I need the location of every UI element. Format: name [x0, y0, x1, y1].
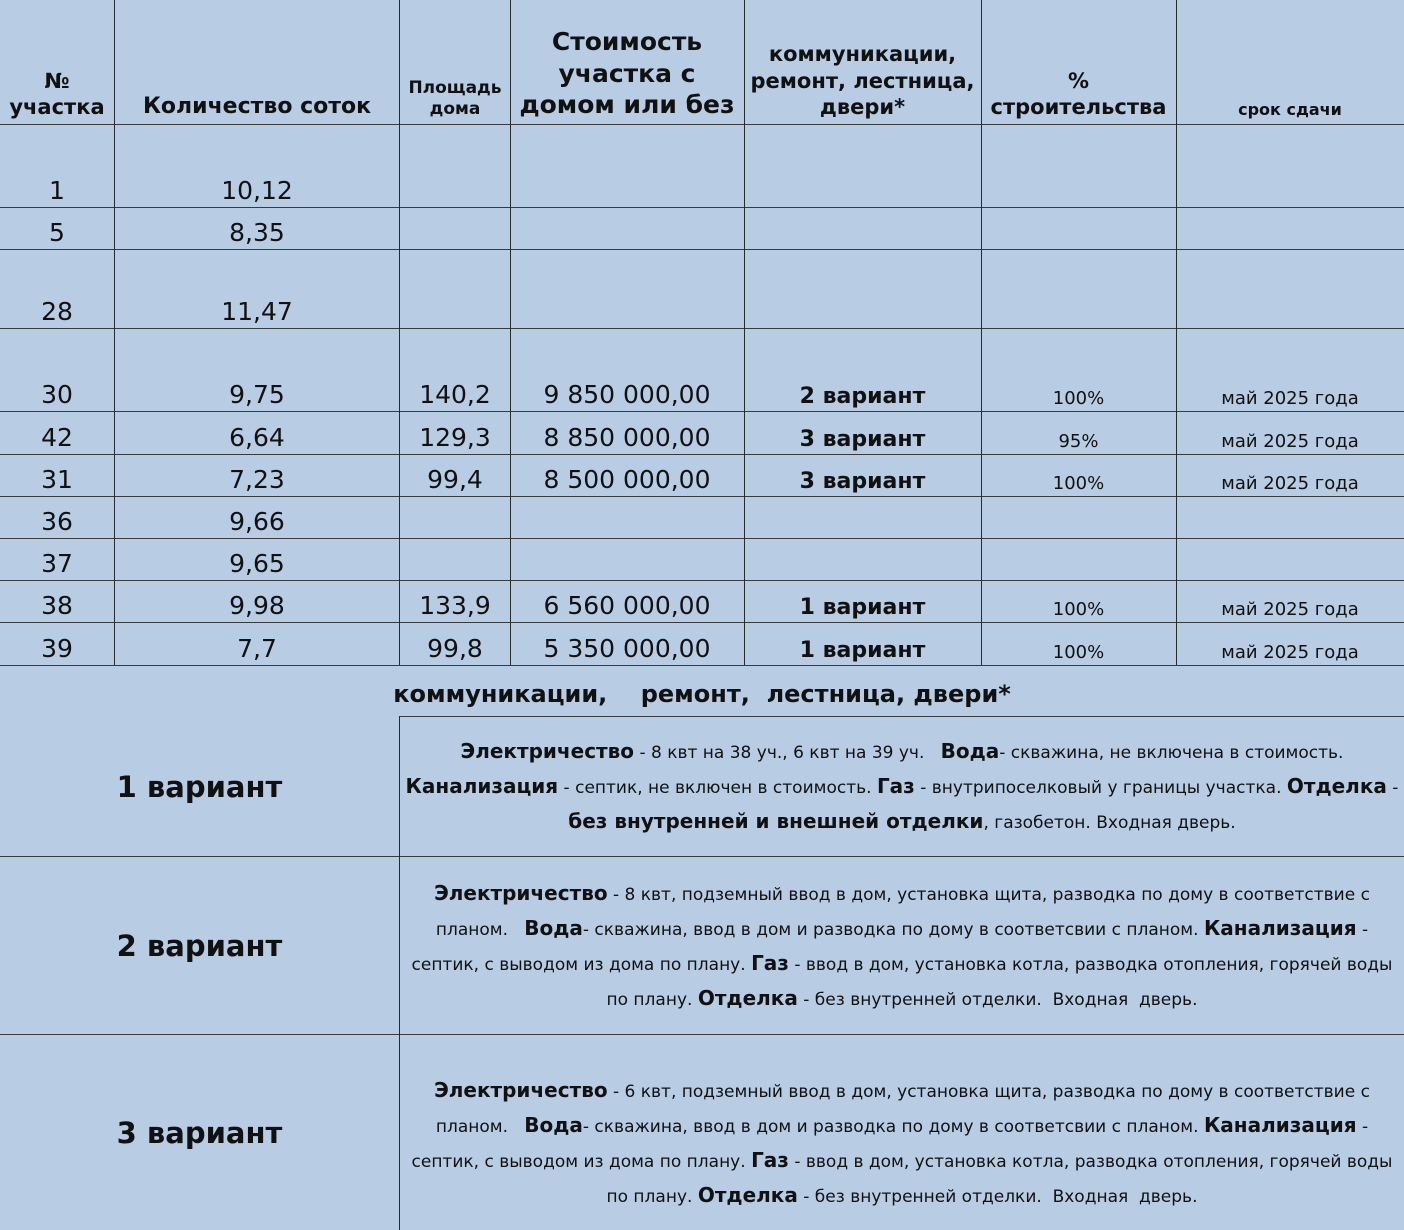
cell-sotok: 8,35 — [229, 218, 285, 247]
row-divider — [0, 207, 1404, 208]
cell-price: 6 560 000,00 — [543, 591, 711, 620]
variant-term: Электричество — [460, 739, 635, 763]
cell-price — [510, 208, 744, 249]
variant-term: Газ — [751, 950, 789, 975]
cell-pct — [981, 250, 1176, 328]
column-divider — [399, 0, 400, 665]
variant-term: Вода — [524, 915, 583, 940]
cell-deadline: май 2025 года — [1221, 642, 1359, 663]
variant-term-details: , газобетон. Входная дверь. — [983, 813, 1236, 833]
cell-plot: 38 — [41, 591, 73, 620]
cell-deadline: май 2025 года — [1221, 599, 1359, 620]
cell-deadline: май 2025 года — [1221, 431, 1359, 452]
row-divider — [0, 622, 1404, 623]
variant-term-details: - 8 квт, подземный ввод в дом, установка щита, разводка по дому в соответствие с планом. — [435, 884, 1376, 940]
row-divider — [0, 665, 1404, 666]
header-price: Стоимость участка с домом или без — [519, 27, 735, 119]
variant-description-text — [404, 1073, 1400, 1213]
variant-term: Канализация — [1203, 1112, 1357, 1137]
cell-comms — [744, 250, 981, 328]
cell-pct: 100% — [1052, 642, 1105, 663]
cell-house: 129,3 — [419, 423, 491, 452]
cell-sotok: 7,7 — [237, 634, 277, 663]
column-divider — [510, 0, 511, 665]
variants-section-title: коммуникации, ремонт, лестница, двери* — [393, 680, 1011, 708]
variant-term: Электричество — [434, 880, 608, 905]
cell-price — [510, 539, 744, 580]
column-divider — [114, 0, 115, 665]
column-divider — [1176, 0, 1177, 665]
cell-house — [400, 539, 510, 580]
cell-comms: 2 вариант — [799, 384, 926, 409]
cell-house — [400, 125, 510, 207]
variant-term: без внутренней и внешней отделки — [568, 809, 984, 833]
cell-sotok: 9,98 — [229, 591, 285, 620]
cell-deadline: май 2025 года — [1221, 388, 1359, 409]
cell-pct — [981, 539, 1176, 580]
cell-plot: 28 — [41, 297, 73, 326]
cell-deadline — [1176, 539, 1404, 580]
cell-plot: 30 — [41, 380, 73, 409]
cell-price: 8 500 000,00 — [543, 465, 711, 494]
cell-price: 5 350 000,00 — [543, 634, 711, 663]
cell-plot: 42 — [41, 423, 73, 452]
cell-comms: 3 вариант — [799, 427, 926, 452]
row-divider — [0, 538, 1404, 539]
row-divider — [0, 496, 1404, 497]
cell-sotok: 7,23 — [229, 465, 285, 494]
variant-term-details: - септик, с выводом из дома по плану. — [411, 919, 1374, 975]
cell-sotok: 11,47 — [221, 297, 293, 326]
cell-price — [510, 497, 744, 538]
cell-house — [400, 208, 510, 249]
cell-comms — [744, 497, 981, 538]
cell-price: 9 850 000,00 — [543, 380, 711, 409]
variant-term-details: - ввод в дом, установка котла, разводка отопления, горячей воды по плану. — [606, 1151, 1398, 1207]
cell-house — [400, 250, 510, 328]
cell-plot: 1 — [49, 176, 65, 205]
row-divider — [0, 124, 1404, 125]
variant-description-text — [404, 876, 1400, 1016]
row-divider — [0, 328, 1404, 329]
cell-house: 99,8 — [427, 634, 483, 663]
cell-pct — [981, 497, 1176, 538]
cell-plot: 36 — [41, 507, 73, 536]
cell-comms: 1 вариант — [799, 595, 926, 620]
variant-label: 3 вариант — [116, 1115, 283, 1150]
cell-plot: 31 — [41, 465, 73, 494]
cell-sotok: 10,12 — [221, 176, 293, 205]
variant-description — [400, 1055, 1404, 1230]
cell-sotok: 6,64 — [229, 423, 285, 452]
variant-label: 1 вариант — [116, 769, 283, 804]
cell-sotok: 9,75 — [229, 380, 285, 409]
header-deadline: срок сдачи — [1238, 100, 1342, 119]
row-divider — [0, 454, 1404, 455]
variant-term-details: - 8 квт на 38 уч., 6 квт на 39 уч. — [634, 743, 941, 763]
cell-pct: 95% — [1058, 431, 1099, 452]
variant-term: Отделка — [697, 1182, 798, 1207]
header-house-area: Площадь дома — [408, 77, 502, 119]
column-divider — [744, 0, 745, 665]
cell-sotok: 9,65 — [229, 549, 285, 578]
cell-plot: 5 — [49, 218, 65, 247]
cell-price: 8 850 000,00 — [543, 423, 711, 452]
cell-pct: 100% — [1052, 388, 1105, 409]
variant-description-text — [404, 734, 1404, 839]
column-divider — [981, 0, 982, 665]
cell-house — [400, 497, 510, 538]
cell-house: 99,4 — [427, 465, 483, 494]
variant-term-details: - ввод в дом, установка котла, разводка отопления, горячей воды по плану. — [606, 954, 1398, 1010]
variant-term: Вода — [940, 739, 1000, 763]
variant-description — [400, 717, 1404, 856]
header-area-sotok: Количество соток — [142, 93, 372, 119]
variant-term-details: - без внутренней отделки. Входная дверь. — [797, 989, 1198, 1010]
variant-term-details: - скважина, не включена в стоимость. — [999, 743, 1349, 763]
header-build-pct: % строительства — [990, 68, 1167, 119]
header-comms: коммуникации, ремонт, лестница, двери* — [750, 42, 975, 119]
variant-term: Электричество — [434, 1077, 608, 1102]
cell-sotok: 9,66 — [229, 507, 285, 536]
cell-comms — [744, 539, 981, 580]
cell-comms — [744, 208, 981, 249]
variant-term-details: - скважина, ввод в дом и разводка по дому в соответсвии с планом. — [582, 1116, 1204, 1137]
cell-house: 133,9 — [419, 591, 491, 620]
cell-deadline — [1176, 208, 1404, 249]
cell-price — [510, 250, 744, 328]
variant-term-details: - 6 квт, подземный ввод в дом, установка щита, разводка по дому в соответствие с планом. — [435, 1081, 1376, 1137]
variant-term: Газ — [876, 774, 915, 798]
variant-term-details: - — [1386, 778, 1404, 798]
row-divider — [0, 580, 1404, 581]
cell-deadline — [1176, 125, 1404, 207]
cell-house: 140,2 — [419, 380, 491, 409]
cell-plot: 39 — [41, 634, 73, 663]
cell-comms: 3 вариант — [799, 469, 926, 494]
cell-plot: 37 — [41, 549, 73, 578]
cell-pct — [981, 208, 1176, 249]
variant-term: Отделка — [1286, 774, 1387, 798]
cell-deadline — [1176, 250, 1404, 328]
cell-price — [510, 125, 744, 207]
header-plot-no: № участка — [9, 68, 105, 119]
cell-pct — [981, 125, 1176, 207]
variant-term: Отделка — [697, 985, 798, 1010]
variant-term: Вода — [524, 1112, 583, 1137]
row-divider — [0, 411, 1404, 412]
cell-comms — [744, 125, 981, 207]
cell-pct: 100% — [1052, 473, 1105, 494]
variant-label: 2 вариант — [116, 928, 283, 963]
cell-deadline: май 2025 года — [1221, 473, 1359, 494]
cell-pct: 100% — [1052, 599, 1105, 620]
variant-term-details: - скважина, ввод в дом и разводка по дому в соответсвии с планом. — [582, 919, 1204, 940]
variant-term: Канализация — [1203, 915, 1357, 940]
variant-description — [400, 857, 1404, 1034]
variant-term-details: - внутрипоселковый у границы участка. — [914, 778, 1287, 798]
variant-term-details: - септик, не включен в стоимость. — [558, 778, 877, 798]
variant-term: Канализация — [405, 774, 559, 798]
cell-comms: 1 вариант — [799, 638, 926, 663]
cell-deadline — [1176, 497, 1404, 538]
row-divider — [0, 249, 1404, 250]
variant-term: Газ — [751, 1147, 789, 1172]
variant-term-details: - септик, с выводом из дома по плану. — [411, 1116, 1374, 1172]
variant-term-details: - без внутренней отделки. Входная дверь. — [797, 1186, 1198, 1207]
